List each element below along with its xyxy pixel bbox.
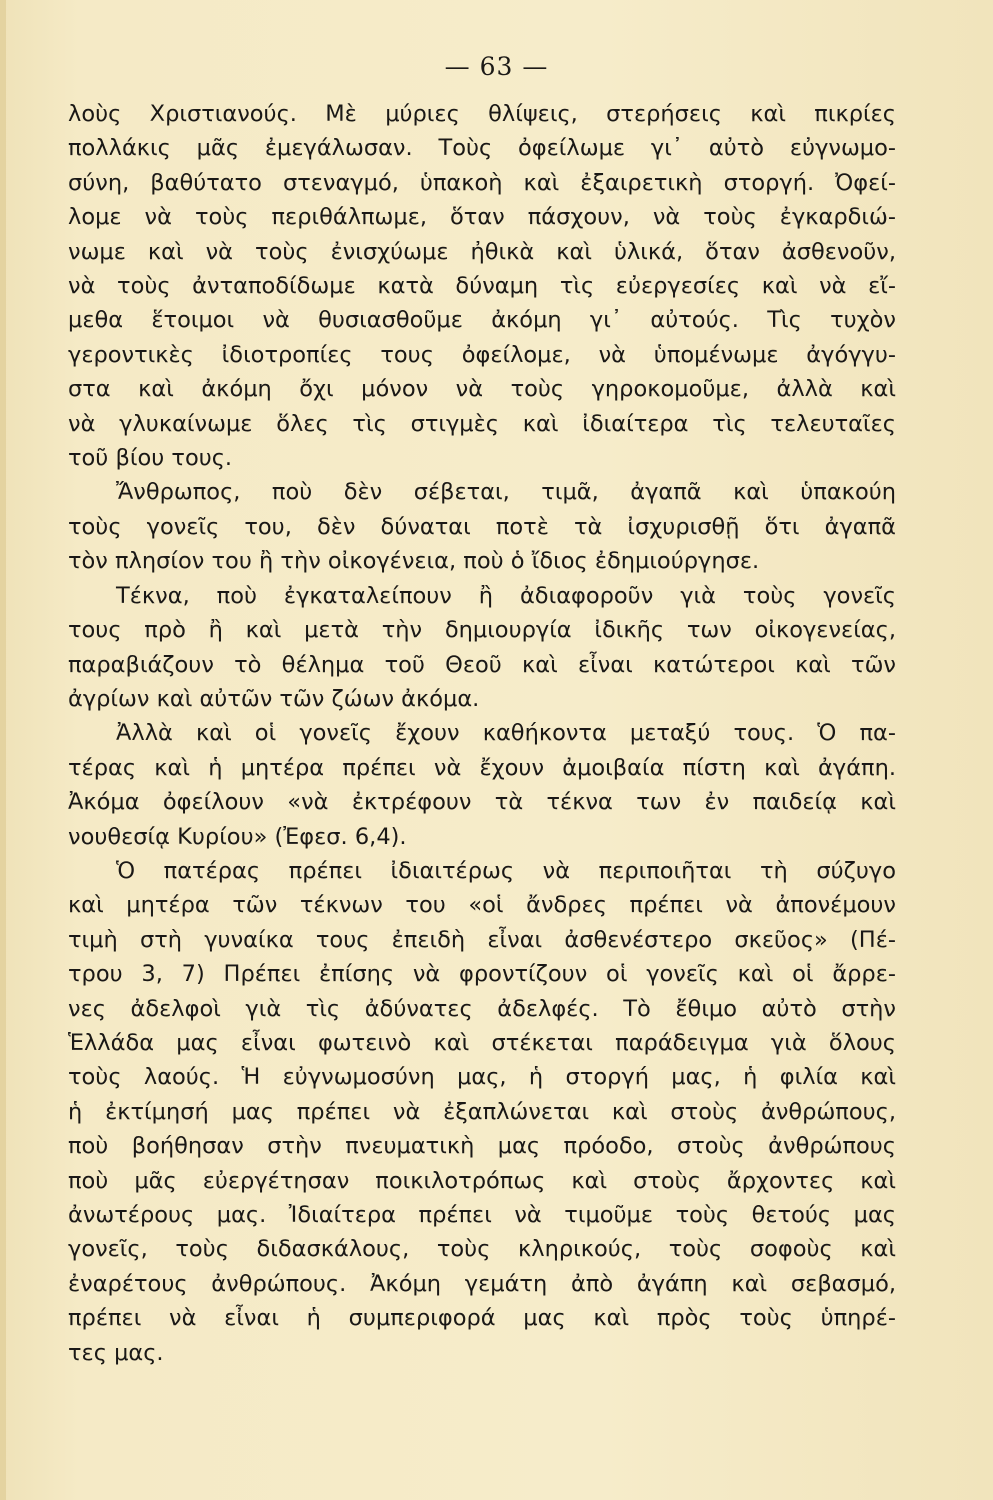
text-line: λοὺς Χριστιανούς. Μὲ μύριες θλίψεις, στερήσεις καὶ πικρίες xyxy=(68,101,896,127)
text-line: Ἀλλὰ καὶ οἱ γονεῖς ἔχουν καθήκοντα μεταξύ τους. Ὁ πα- xyxy=(116,720,896,747)
text-line: Τέκνα, ποὺ ἐγκαταλείπουν ἢ ἀδιαφοροῦν γιὰ τοὺς γονεῖς xyxy=(116,582,896,609)
body-text xyxy=(68,97,896,1370)
text-line: νωμε καὶ νὰ τοὺς ἐνισχύωμε ἠθικὰ καὶ ὑλικά, ὅταν ἀσθενοῦν, xyxy=(68,238,896,265)
text-line: τέρας καὶ ἡ μητέρα πρέπει νὰ ἔχουν ἀμοιβαία πίστη καὶ ἀγάπη. xyxy=(68,754,896,781)
text-line: ἀγρίων καὶ αὐτῶν τῶν ζώων ἀκόμα. xyxy=(68,685,480,712)
text-line: γονεῖς, τοὺς διδασκάλους, τοὺς κληρικούς, τοὺς σοφοὺς καὶ xyxy=(68,1236,896,1263)
paragraph xyxy=(68,579,896,717)
text-line: τιμὴ στὴ γυναίκα τους ἐπειδὴ εἶναι ἀσθενέστερο σκεῦος» (Πέ- xyxy=(68,926,896,953)
text-line: τες μας. xyxy=(68,1339,164,1366)
text-line: ἐναρέτους ἀνθρώπους. Ἀκόμη γεμάτη ἀπὸ ἀγάπη καὶ σεβασμό, xyxy=(68,1270,896,1297)
page-number: — 63 — xyxy=(444,52,549,81)
text-line: τους πρὸ ἢ καὶ μετὰ τὴν δημιουργία ἰδικῆς των οἰκογενείας, xyxy=(68,617,896,644)
text-line: τρου 3, 7) Πρέπει ἐπίσης νὰ φροντίζουν οἱ γονεῖς καὶ οἱ ἄρρε- xyxy=(68,961,896,988)
text-line: νὰ γλυκαίνωμε ὅλες τὶς στιγμὲς καὶ ἰδιαίτερα τὶς τελευταῖες xyxy=(68,410,896,437)
text-line: μεθα ἕτοιμοι νὰ θυσιασθοῦμε ἀκόμη γι᾽ αὐτούς. Τὶς τυχὸν xyxy=(68,307,896,334)
text-line: λομε νὰ τοὺς περιθάλπωμε, ὅταν πάσχουν, νὰ τοὺς ἐγκαρδιώ- xyxy=(68,204,896,231)
text-line: νὰ τοὺς ἀνταποδίδωμε κατὰ δύναμη τὶς εὐεργεσίες καὶ νὰ εἴ- xyxy=(68,273,896,300)
text-line: τὸν πλησίον του ἢ τὴν οἰκογένεια, ποὺ ὁ ἴδιος ἐδημιούργησε. xyxy=(68,548,760,575)
text-line: Ἀκόμα ὀφείλουν «νὰ ἐκτρέφουν τὰ τέκνα των ἐν παιδείᾳ καὶ xyxy=(68,789,896,816)
paragraph xyxy=(68,854,896,1370)
text-line: Ἄνθρωπος, ποὺ δὲν σέβεται, τιμᾶ, ἀγαπᾶ καὶ ὑπακούη xyxy=(116,479,896,506)
text-line: ἀνωτέρους μας. Ἰδιαίτερα πρέπει νὰ τιμοῦμε τοὺς θετούς μας xyxy=(68,1202,896,1228)
text-line: πολλάκις μᾶς ἐμεγάλωσαν. Τοὺς ὀφείλωμε γι᾽ αὐτὸ εὐγνωμο- xyxy=(68,135,896,162)
text-line: Ἑλλάδα μας εἶναι φωτεινὸ καὶ στέκεται παράδειγμα γιὰ ὅλους xyxy=(68,1029,896,1056)
paragraph xyxy=(68,97,896,475)
paragraph xyxy=(68,716,896,854)
page-edge xyxy=(0,0,6,1500)
text-line: τοὺς λαούς. Ἡ εὐγνωμοσύνη μας, ἡ στοργή μας, ἡ φιλία καὶ xyxy=(68,1064,896,1091)
text-line: παραβιάζουν τὸ θέλημα τοῦ Θεοῦ καὶ εἶναι κατώτεροι καὶ τῶν xyxy=(68,651,896,678)
text-line: γεροντικὲς ἰδιοτροπίες τους ὀφείλομε, νὰ ὑπομένωμε ἀγόγγυ- xyxy=(68,341,896,368)
text-line: πρέπει νὰ εἶναι ἡ συμπεριφορά μας καὶ πρὸς τοὺς ὑπηρέ- xyxy=(68,1305,896,1332)
paragraph xyxy=(68,475,896,578)
text-line: τοῦ βίου τους. xyxy=(68,445,233,472)
text-line: σύνη, βαθύτατο στεναγμό, ὑπακοὴ καὶ ἐξαιρετικὴ στοργή. Ὀφεί- xyxy=(68,169,896,196)
text-line: Ὁ πατέρας πρέπει ἰδιαιτέρως νὰ περιποιῆται τὴ σύζυγο xyxy=(116,857,896,884)
text-line: νες ἀδελφοὶ γιὰ τὶς ἀδύνατες ἀδελφές. Τὸ ἔθιμο αὐτὸ στὴν xyxy=(68,995,896,1022)
text-line: ποὺ μᾶς εὐεργέτησαν ποικιλοτρόπως καὶ στοὺς ἄρχοντες καὶ xyxy=(68,1167,896,1194)
text-line: καὶ μητέρα τῶν τέκνων του «οἱ ἄνδρες πρέπει νὰ ἀπονέμουν xyxy=(68,892,896,919)
text-line: νουθεσίᾳ Κυρίου» (Ἐφεσ. 6,4). xyxy=(68,823,407,850)
text-line: ἡ ἐκτίμησή μας πρέπει νὰ ἐξαπλώνεται καὶ στοὺς ἀνθρώπους, xyxy=(68,1098,896,1125)
text-line: τοὺς γονεῖς του, δὲν δύναται ποτὲ τὰ ἰσχυρισθῇ ὅτι ἀγαπᾶ xyxy=(68,513,896,540)
text-line: στα καὶ ἀκόμη ὄχι μόνον νὰ τοὺς γηροκομοῦμε, ἀλλὰ καὶ xyxy=(68,376,896,403)
text-line: ποὺ βοήθησαν στὴν πνευματικὴ μας πρόοδο, στοὺς ἀνθρώπους xyxy=(68,1133,896,1160)
